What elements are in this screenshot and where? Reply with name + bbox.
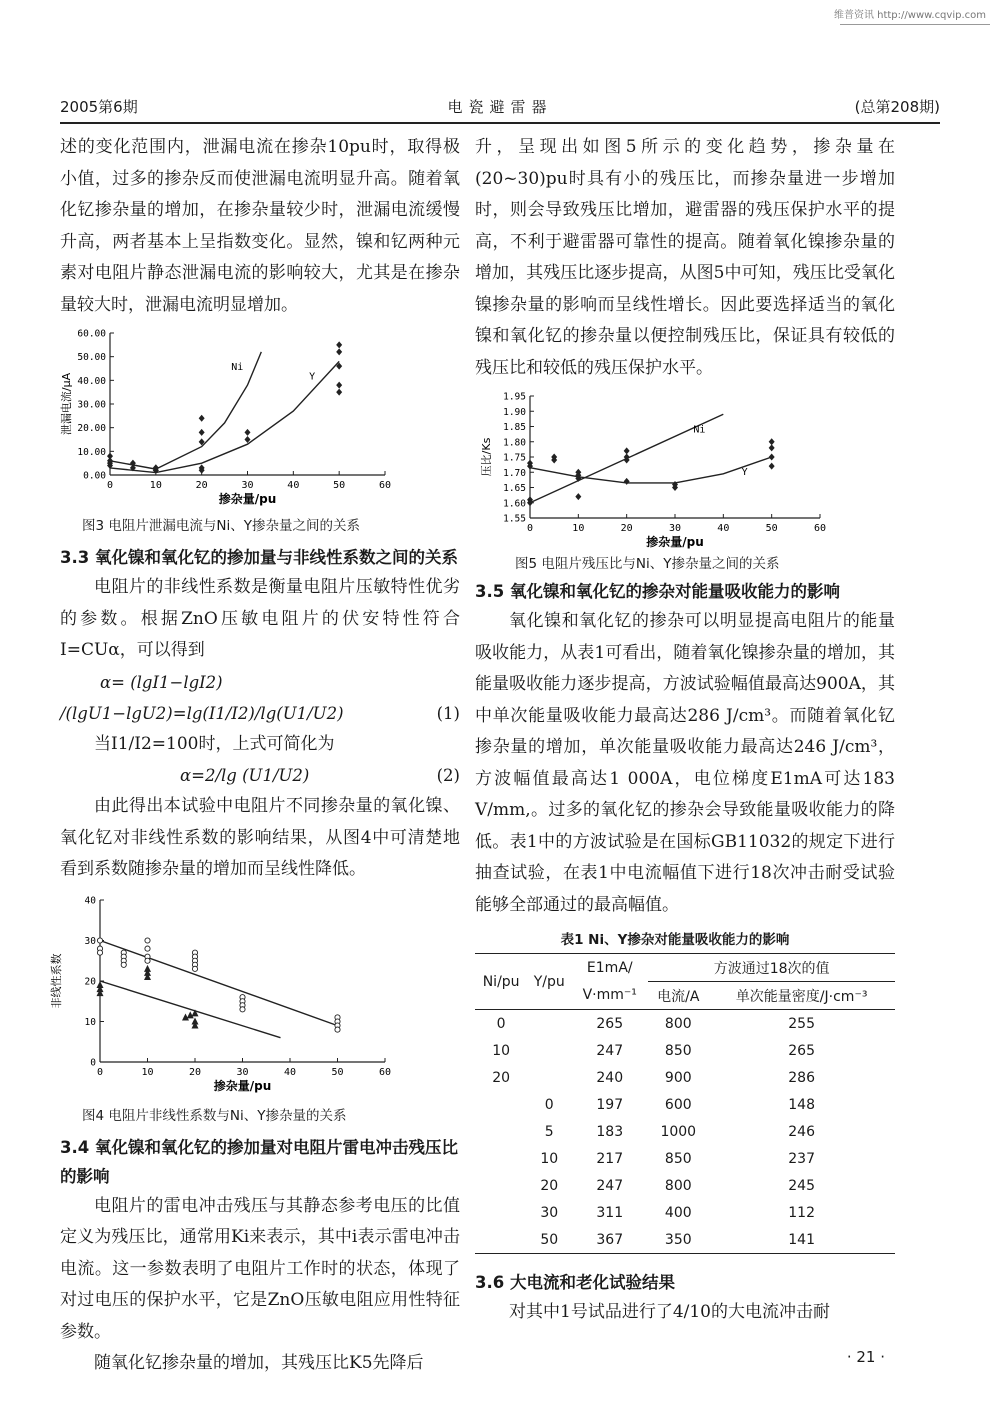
x-tick-label: 40 xyxy=(287,480,300,491)
figure-5-chart xyxy=(480,388,865,553)
table-cell xyxy=(527,1037,571,1064)
section-heading-3-3: 3.3 氧化镍和氧化钇的掺加量与非线性系数之间的关系 xyxy=(60,548,458,567)
table-cell: 286 xyxy=(788,1069,815,1086)
data-point xyxy=(336,348,342,355)
table-cell: 20 xyxy=(492,1069,511,1086)
y-tick-label: 10.00 xyxy=(77,446,106,458)
y-tick-label: 0.00 xyxy=(83,470,106,482)
series-line-y xyxy=(530,457,772,483)
y-tick-label: 0 xyxy=(90,1057,96,1068)
x-tick-label: 60 xyxy=(378,480,392,491)
table-cell: 141 xyxy=(788,1231,815,1248)
series-label-y: Y xyxy=(309,371,316,383)
data-point xyxy=(240,1006,245,1011)
data-point xyxy=(145,937,150,942)
series-line-ni xyxy=(100,981,281,1038)
issue-label: 2005第6期 xyxy=(60,98,138,116)
paragraph: 升，呈现出如图5所示的变化趋势，掺杂量在(20~30)pu时具有小的残压比，而掺杂量进一步增加时，则会导致残压比增加，避雷器的残压保护水平的提高，不利于避雷器可靠性的提高。随着氧化镍掺杂量的增加，其残压比逐步提高，从图5中可知，残压比受氧化镍掺杂量的影响而呈线性增长。因此要选择适当的氧化镍和氧化钇的掺杂量以便控制残压比，保证具有较低的残压比和较低的残压保护水平。 xyxy=(475,137,895,378)
table-header-energy: 单次能量密度/J·cm⁻³ xyxy=(735,988,868,1005)
x-axis-label: 掺杂量/pu xyxy=(646,535,704,549)
table-row xyxy=(475,1064,895,1091)
y-tick-label: 1.80 xyxy=(503,437,526,449)
data-point xyxy=(335,1027,340,1032)
x-axis-label: 掺杂量/pu xyxy=(218,492,277,506)
x-tick-label: 0 xyxy=(526,523,534,534)
x-tick-label: 10 xyxy=(149,480,162,491)
data-point xyxy=(769,454,775,461)
data-point xyxy=(121,962,126,967)
y-tick-label: 1.65 xyxy=(503,483,526,494)
figure-4-chart xyxy=(50,890,460,1105)
table-cell: 850 xyxy=(664,1042,692,1059)
data-point xyxy=(145,946,150,951)
table-cell: 237 xyxy=(788,1150,815,1167)
table-cell: 1000 xyxy=(660,1123,697,1140)
table-cell: 800 xyxy=(664,1177,692,1194)
y-tick-label: 40 xyxy=(84,895,96,906)
x-tick-label: 0 xyxy=(96,1066,104,1078)
table-row xyxy=(475,1226,895,1254)
data-point xyxy=(192,966,197,971)
y-axis-label: 非线性系数 xyxy=(50,953,63,1008)
y-tick-label: 20 xyxy=(84,976,96,987)
y-tick-label: 60.00 xyxy=(77,328,106,340)
table-cell: 247 xyxy=(596,1042,624,1059)
table-header-y: Y/pu xyxy=(527,954,571,1010)
x-tick-label: 10 xyxy=(141,1066,154,1078)
table-cell: 246 xyxy=(788,1123,815,1140)
table-cell xyxy=(475,1226,527,1254)
y-tick-label: 1.60 xyxy=(503,498,526,510)
series-label-y: Y xyxy=(741,467,748,478)
table-row xyxy=(475,1199,895,1226)
equation-1-number: (1) xyxy=(436,703,460,723)
table-cell: 245 xyxy=(788,1177,815,1194)
x-tick-label: 60 xyxy=(813,523,827,534)
y-tick-label: 1.75 xyxy=(503,452,526,464)
paragraph: 由此得出本试验中电阻片不同掺杂量的氧化镍、氧化钇对非线性系数的影响结果，从图4中可清楚地看到系数随掺杂量的增加而呈线性降低。 xyxy=(60,796,460,879)
table-cell: 183 xyxy=(596,1123,624,1140)
table-cell: 240 xyxy=(596,1069,624,1086)
y-tick-label: 1.70 xyxy=(503,467,526,479)
table-header-ni: Ni/pu xyxy=(475,954,527,1010)
table-cell: 350 xyxy=(664,1231,692,1248)
x-tick-label: 0 xyxy=(106,480,114,491)
data-point xyxy=(245,429,251,436)
x-tick-label: 50 xyxy=(333,480,346,491)
table-cell: 900 xyxy=(664,1069,692,1086)
journal-title: 电瓷避雷器 xyxy=(447,98,553,116)
figure-5-caption: 图5 电阻片残压比与Ni、Y掺杂量之间的关系 xyxy=(515,556,780,572)
y-tick-label: 40.00 xyxy=(77,375,106,387)
table-header-e1ma: E1mA/ xyxy=(586,959,633,976)
paragraph: 随氧化钇掺杂量的增加，其残压比K5先降后 xyxy=(94,1353,424,1373)
equation-2 xyxy=(60,760,460,791)
x-tick-label: 10 xyxy=(572,523,585,534)
table-row xyxy=(475,1172,895,1199)
y-tick-label: 1.55 xyxy=(503,513,526,525)
total-issue-label: (总第208期) xyxy=(854,98,940,116)
table-body xyxy=(475,1010,895,1254)
running-header xyxy=(60,92,940,124)
y-axis-label: 泄漏电流/μA xyxy=(60,372,73,436)
data-point xyxy=(624,478,630,485)
table-row xyxy=(475,1118,895,1145)
table-row xyxy=(475,1145,895,1172)
data-point xyxy=(336,341,342,348)
x-tick-label: 50 xyxy=(765,523,778,534)
data-point xyxy=(769,438,775,445)
table-cell: 800 xyxy=(664,1015,692,1032)
y-tick-label: 1.95 xyxy=(503,391,526,403)
data-point xyxy=(336,382,342,389)
y-tick-label: 1.90 xyxy=(503,406,526,418)
equation-1 xyxy=(60,667,460,729)
table-header-current: 电流/A xyxy=(657,988,700,1005)
page-number: · 21 · xyxy=(846,1348,885,1366)
table-cell: 600 xyxy=(664,1096,692,1113)
data-point xyxy=(145,958,150,963)
table-cell: 255 xyxy=(788,1015,815,1032)
table-1 xyxy=(475,953,895,1254)
data-point xyxy=(769,444,775,451)
data-point xyxy=(199,429,205,436)
data-point xyxy=(769,463,775,470)
paragraph: 电阻片的雷电冲击残压与其静态参考电压的比值定义为残压比，通常用Ki来表示，其中i表示雷电冲击电流。这一参数表明了电阻片工作时的状态，体现了对过电压的保护水平，它是ZnO压敏电阻应用性特征参数。 xyxy=(60,1195,460,1342)
table-row xyxy=(475,1091,895,1118)
data-point xyxy=(624,447,630,454)
x-tick-label: 30 xyxy=(668,523,682,534)
figure-3-chart xyxy=(60,325,460,515)
x-tick-label: 20 xyxy=(188,1066,202,1078)
series-line-y xyxy=(110,361,339,472)
data-point xyxy=(199,415,205,422)
table-header-e-unit: V·mm⁻¹ xyxy=(582,987,637,1004)
table-cell xyxy=(475,1172,527,1199)
table-cell xyxy=(475,1091,527,1118)
table-cell: 247 xyxy=(596,1177,624,1194)
table-cell xyxy=(475,1199,527,1226)
x-tick-label: 60 xyxy=(378,1066,392,1078)
paragraph: 对其中1号试品进行了4/10的大电流冲击耐 xyxy=(509,1302,830,1322)
table-cell: 10 xyxy=(540,1150,559,1167)
top-rule xyxy=(840,24,990,25)
data-point xyxy=(97,937,102,942)
y-axis-label: 压比/Ks xyxy=(480,437,493,477)
x-tick-label: 30 xyxy=(241,480,254,491)
series-label-ni: Ni xyxy=(231,361,244,373)
right-column xyxy=(475,132,895,1329)
x-tick-label: 50 xyxy=(331,1066,344,1078)
data-point xyxy=(336,389,342,396)
table-1-caption: 表1 Ni、Y掺杂对能量吸收能力的影响 xyxy=(560,932,790,948)
y-tick-label: 30 xyxy=(84,935,96,947)
paragraph: 述的变化范围内，泄漏电流在掺杂10pu时，取得极小值，过多的掺杂反而使泄漏电流明显升高。随着氧化钇掺杂量的增加，在掺杂量较少时，泄漏电流缓慢升高，两者基本上呈指数变化。显然，镍和钇两种元素对电阻片静态泄漏电流的影响较大，尤其是在掺杂量较大时，泄漏电流明显增加。 xyxy=(60,137,460,315)
y-tick-label: 20.00 xyxy=(77,423,106,435)
table-cell: 400 xyxy=(664,1204,692,1221)
table-cell: 30 xyxy=(540,1204,559,1221)
equation-2-body: α=2/lg (U1/U2) xyxy=(180,766,310,785)
equation-2-number: (2) xyxy=(436,766,460,785)
table-cell xyxy=(527,1010,571,1038)
table-cell xyxy=(475,1118,527,1145)
table-cell: 5 xyxy=(544,1123,554,1140)
figure-4-caption: 图4 电阻片非线性系数与Ni、Y掺杂量的关系 xyxy=(82,1107,347,1124)
data-point xyxy=(575,493,581,500)
equation-1-body: α= (lgI1−lgI2) /(lgU1−lgU2)=lg(I1/I2)/lg(U1/U2) xyxy=(60,672,344,723)
y-tick-label: 50.00 xyxy=(77,352,106,364)
table-cell: 265 xyxy=(788,1042,815,1059)
table-cell: 217 xyxy=(596,1150,624,1167)
table-cell: 20 xyxy=(540,1177,559,1194)
x-axis-label: 掺杂量/pu xyxy=(213,1078,272,1093)
table-cell: 148 xyxy=(788,1096,815,1113)
x-tick-label: 20 xyxy=(620,523,633,534)
section-heading-3-5: 3.5 氧化镍和氧化钇的掺杂对能量吸收能力的影响 xyxy=(475,582,840,601)
watermark: 维普资讯 http://www.cqvip.com xyxy=(833,10,986,21)
table-cell: 367 xyxy=(596,1231,624,1248)
x-tick-label: 30 xyxy=(236,1066,249,1078)
table-cell: 265 xyxy=(596,1015,624,1032)
table-row xyxy=(475,1037,895,1064)
paragraph: 电阻片的非线性系数是衡量电阻片压敏特性优劣的参数。根据ZnO压敏电阻片的伏安特性符合I=CUα，可以得到 xyxy=(60,577,460,660)
table-cell: 0 xyxy=(544,1096,554,1113)
y-tick-label: 1.85 xyxy=(503,422,526,433)
table-cell: 197 xyxy=(596,1096,624,1113)
left-column xyxy=(50,132,460,1380)
y-tick-label: 10 xyxy=(84,1016,96,1028)
x-tick-label: 40 xyxy=(717,523,730,534)
y-tick-label: 30.00 xyxy=(77,399,106,411)
figure-3-caption: 图3 电阻片泄漏电流与Ni、Y掺杂量之间的关系 xyxy=(82,518,360,534)
table-header-group: 方波通过18次的值 xyxy=(648,954,895,982)
table-cell: 10 xyxy=(492,1042,511,1059)
paragraph: 当I1/I2=100时，上式可简化为 xyxy=(94,733,335,754)
table-cell xyxy=(475,1145,527,1172)
x-tick-label: 20 xyxy=(195,480,208,491)
x-tick-label: 40 xyxy=(283,1066,297,1078)
table-cell: 850 xyxy=(664,1150,692,1167)
series-line-y xyxy=(100,940,338,1025)
table-cell: 0 xyxy=(496,1015,506,1032)
paragraph: 氧化镍和氧化钇的掺杂可以明显提高电阻片的能量吸收能力，从表1可看出，随着氧化镍掺杂量的增加，其能量吸收能力逐步提高，方波试验幅值最高达900A，其中单次能量吸收能力最高达286 J/cm³。而随着氧化钇掺杂量的增加，单次能量吸收能力最高达246 J/cm³，方波幅值最高达1 000A，电位梯度E1mA可达183 V/mm,。过多的氧化钇的掺杂会导致能量吸收能力的降低。表1中的方波试验是在国标GB11032的规定下进行抽查试验，在表1中电流幅值下进行18次冲击耐受试验能够全部通过的最高幅值。 xyxy=(475,611,895,915)
section-heading-3-4: 3.4 氧化镍和氧化钇的掺加量对电阻片雷电冲击残压比的影响 xyxy=(60,1137,458,1186)
table-cell: 311 xyxy=(596,1204,624,1221)
table-cell xyxy=(527,1064,571,1091)
table-row xyxy=(475,1010,895,1038)
section-heading-3-6: 3.6 大电流和老化试验结果 xyxy=(475,1273,675,1292)
series-label-ni: Ni xyxy=(693,424,706,436)
table-cell: 112 xyxy=(788,1204,815,1221)
data-point xyxy=(97,950,102,955)
table-cell: 50 xyxy=(540,1231,559,1248)
